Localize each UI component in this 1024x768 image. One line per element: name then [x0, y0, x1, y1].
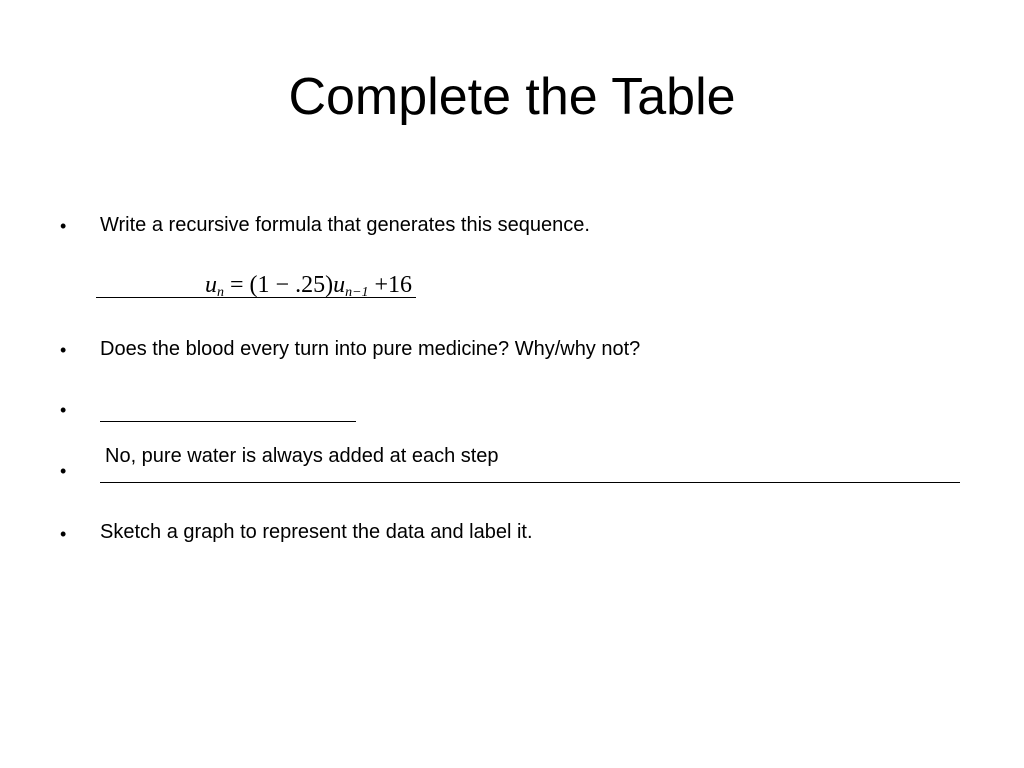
formula-var-u-prev: u: [333, 272, 346, 298]
formula-var-u: u: [205, 272, 217, 298]
bullet-marker: •: [60, 461, 67, 481]
formula-sub-n: n: [217, 285, 224, 300]
bullet-marker: •: [60, 400, 67, 420]
bullet-item-formula-prompt: Write a recursive formula that generates this sequence.: [100, 214, 590, 236]
slide-title: Complete the Table: [288, 68, 736, 126]
bullet-item-blood-question: Does the blood every turn into pure medicine? Why/why not?: [100, 338, 641, 360]
formula-plus-part: +16: [368, 272, 413, 298]
bullet-item-graph-prompt: Sketch a graph to represent the data and label it.: [100, 521, 533, 543]
formula-equals-part: = (1 − .25): [224, 272, 334, 298]
answer-note: No, pure water is always added at each step: [105, 445, 499, 467]
recursive-formula: [205, 270, 412, 300]
bullet-marker: •: [60, 524, 67, 544]
long-answer-line: [100, 482, 960, 483]
bullet-marker: •: [60, 340, 67, 360]
bullet-marker: •: [60, 216, 67, 236]
formula-sub-n-minus-1: n−1: [345, 285, 369, 300]
short-answer-line: [100, 421, 356, 422]
